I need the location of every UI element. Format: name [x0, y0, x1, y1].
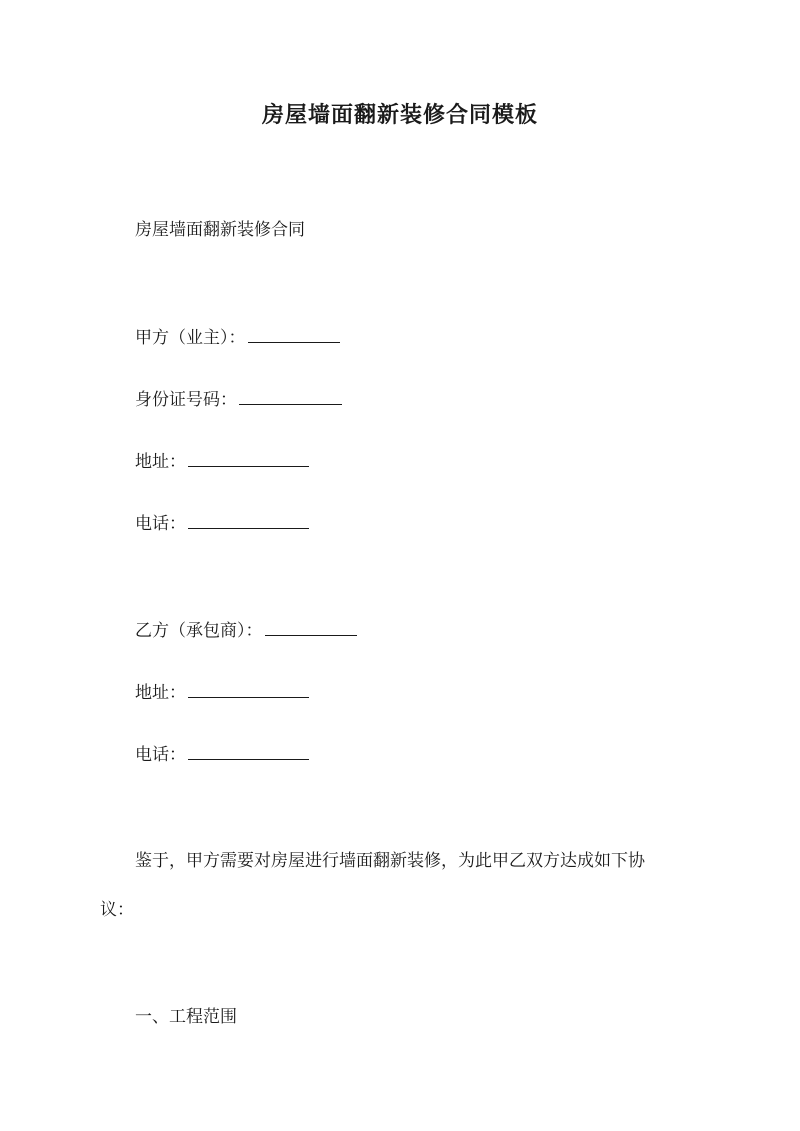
party-a-label: 甲方（业主）： [135, 328, 246, 348]
document-title: 房屋墙面翻新装修合同模板 [261, 102, 538, 128]
party-b-label: 乙方（承包商）： [135, 621, 263, 641]
party-b-address-blank [188, 681, 309, 698]
preamble-line-2: 议： [100, 900, 134, 920]
party-a-address-blank [188, 450, 309, 467]
party-b-phone-label: 电话： [135, 745, 186, 765]
section-1-heading: 一、工程范围 [135, 1007, 237, 1027]
party-b-blank [265, 619, 357, 636]
party-a-address-line [135, 450, 309, 474]
party-b-phone-blank [188, 743, 309, 760]
party-b-phone-line [135, 743, 309, 767]
party-a-id-blank [239, 388, 342, 405]
contract-subtitle: 房屋墙面翻新装修合同 [135, 220, 305, 240]
preamble-line-1: 鉴于，甲方需要对房屋进行墙面翻新装修，为此甲乙双方达成如下协 [135, 851, 645, 871]
party-b-address-line [135, 681, 309, 705]
party-a-phone-line [135, 512, 309, 536]
party-a-line [135, 326, 340, 350]
party-a-address-label: 地址： [135, 452, 186, 472]
party-b-address-label: 地址： [135, 683, 186, 703]
party-a-id-label: 身份证号码： [135, 390, 237, 410]
party-a-blank [248, 326, 340, 343]
party-a-phone-blank [188, 512, 309, 529]
party-a-phone-label: 电话： [135, 514, 186, 534]
party-b-line [135, 619, 357, 643]
party-a-id-line [135, 388, 342, 412]
